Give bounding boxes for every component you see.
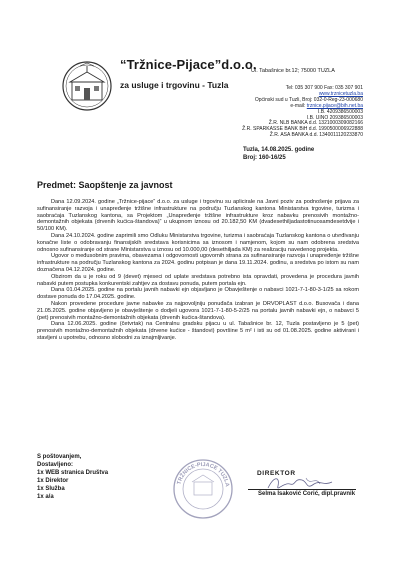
company-logo [62,60,112,112]
place-date: Tuzla, 14.08.2025. godine [243,147,315,153]
recipient-item: 1x Direktor [37,478,69,484]
company-address: Ul. Tabašnice br.12; 75000 TUZLA [251,68,335,74]
greeting: S poštovanjem, [37,454,82,460]
document-number: Broj: 160-16/25 [243,154,286,161]
paragraph: Dana 12.09.2024. godine „Tržnice-pijace“ d.o.o. za usluge i trgovinu su aplicirale na Javni poziv za podnošenje prijava za sufinansiranje razvoja i unapređenje tržišne infrastrukture na području Tuzlanskog kantona Ministarstva trgovine, turizma i saobraćaja Tuzlanskog kantona, sa Projektom „Unapređenje tržišne infrastrukture kroz nabavku prenosivih montažno-demontažnih objekata (drvenih kućica-štandova)“ u ukupnom iznosu od 20.182,50 KM (dvadesethiljadastotinuosamdesetdvije i 50/100 KM). [37,199,359,233]
recipient-item: 1x WEB stranica Društva [37,470,109,476]
bank-account-asa: Ž.R. ASA BANKA d.d. 1340011120233870 [269,132,363,139]
website-link[interactable]: www.trznicetuzla.ba [318,90,363,97]
paragraph: Dana 01.04.2025. godine na portalu javnih nabavki ejn objavljano je Obavještenje o nabavci 1021-7-1-80-3-1/25 sa rokom dostave ponuda do 17.04.2025. godine. [37,287,359,301]
paragraph: Obzirom da u je roku od 9 (devet) mjeseci od uplate sredstava potrebno ista opravdati, provedena je procedura javnih nabavki putem postupka konkurentski zahtjev za dostavu ponuda, putem portala ejn. [37,273,359,287]
tax-id-uino: I.B. UINO 209386500003 [306,114,363,121]
company-name: “Tržnice-Pijace”d.o.o. [120,57,257,72]
recipient-item: 1x Služba [37,486,65,492]
company-subtitle: za usluge i trgovinu - Tuzla [120,80,229,90]
email-label: e-mail: [290,102,306,109]
email-link[interactable]: trznice.pijace@bih.net.ba [306,102,363,109]
paragraph: Dana 24.10.2024. godine zaprimili smo Odluku Ministarstva trgovine, turizma i saobraćaja Tuzlanskog kantona o utvrđivanju konačne liste o odobravanju finansijskih sredstava korisnicima sa iznosom i namjenom, kojom su nam odobrena sredstva odnosno sufinansiranje od strane Ministarstva u iznosu od 10.000,00 (desethiljada KM) za realizaciju navedenog projekta. [37,232,359,253]
bank-account-sparkasse: Ž.R. SPARKASSE BANK BiH d.d. 1990500006922888 [242,126,363,133]
bank-account-nlb: Ž.R. NLB BANKA d.d. 1321000309082166 [268,120,363,127]
date-block [243,147,314,162]
stamp-text: TRŽNICE-PIJACE TUZLA [176,461,230,488]
signer-name: Selma Isaković Ćorić, dipl.pravnik [258,491,356,497]
court-registration: Općinski sud u Tuzli, Broj: 032-0-Reg-23-000680 [254,96,363,103]
closing-block [37,453,108,501]
delivered-label: Dostavljeno: [37,462,74,468]
letter-body [37,199,359,342]
contact-phone: Tel: 035 307 900 Fax: 035 307 901 [285,85,363,91]
paragraph: Ugovor o međusobnim pravima, obavezama i odgovornosti ugovornih strana za sufinansiranje razvoja i unapređenje tržišne infrastrukture na području Tuzlanskog kantona za 2024. godinu potpisan je dana 19.11.2024. godinu, a sredstva po istom su nam doznačena 04.12.2024. godine. [37,253,359,273]
tax-id: I.B. 4209386500003 [317,108,363,115]
contact-block [242,86,363,139]
director-title: DIREKTOR [257,470,296,477]
signature-line [248,489,356,490]
company-stamp [172,458,234,520]
subject-heading: Predmet: Saopštenje za javnost [37,180,173,190]
paragraph: Nakon provedene procedure javne nabavke za najpovoljniju ponuđača izabran je DRVOPLAST d.o.o. Busovača i dana 21.05.2025. godine objavljeno je obavještenje o dodjeli ugovora 1021-7-1-80-5-2/25 na portalu javnih nabavki ejn, o nabavci 5 (pet) prenosivih montažno-demontažnih objekata (drvenih kućica-štandova). [37,300,359,321]
recipient-item: 1x a/a [37,494,54,500]
paragraph: Dana 12.06.2025. godine (četvrtak) na Centralnu gradsku pijacu u ul. Tabašnice br. 12, Tuzla postavljeno je 5 (pet) prenosivih montažno-demontažnih objekata (drvene kućice - štandovi) površine 5 m² i isti su od 01.08.2025. godine aktivirani i stavljeni u upotrebu, odnosno slobodni za iznajmljivanje. [37,321,359,341]
